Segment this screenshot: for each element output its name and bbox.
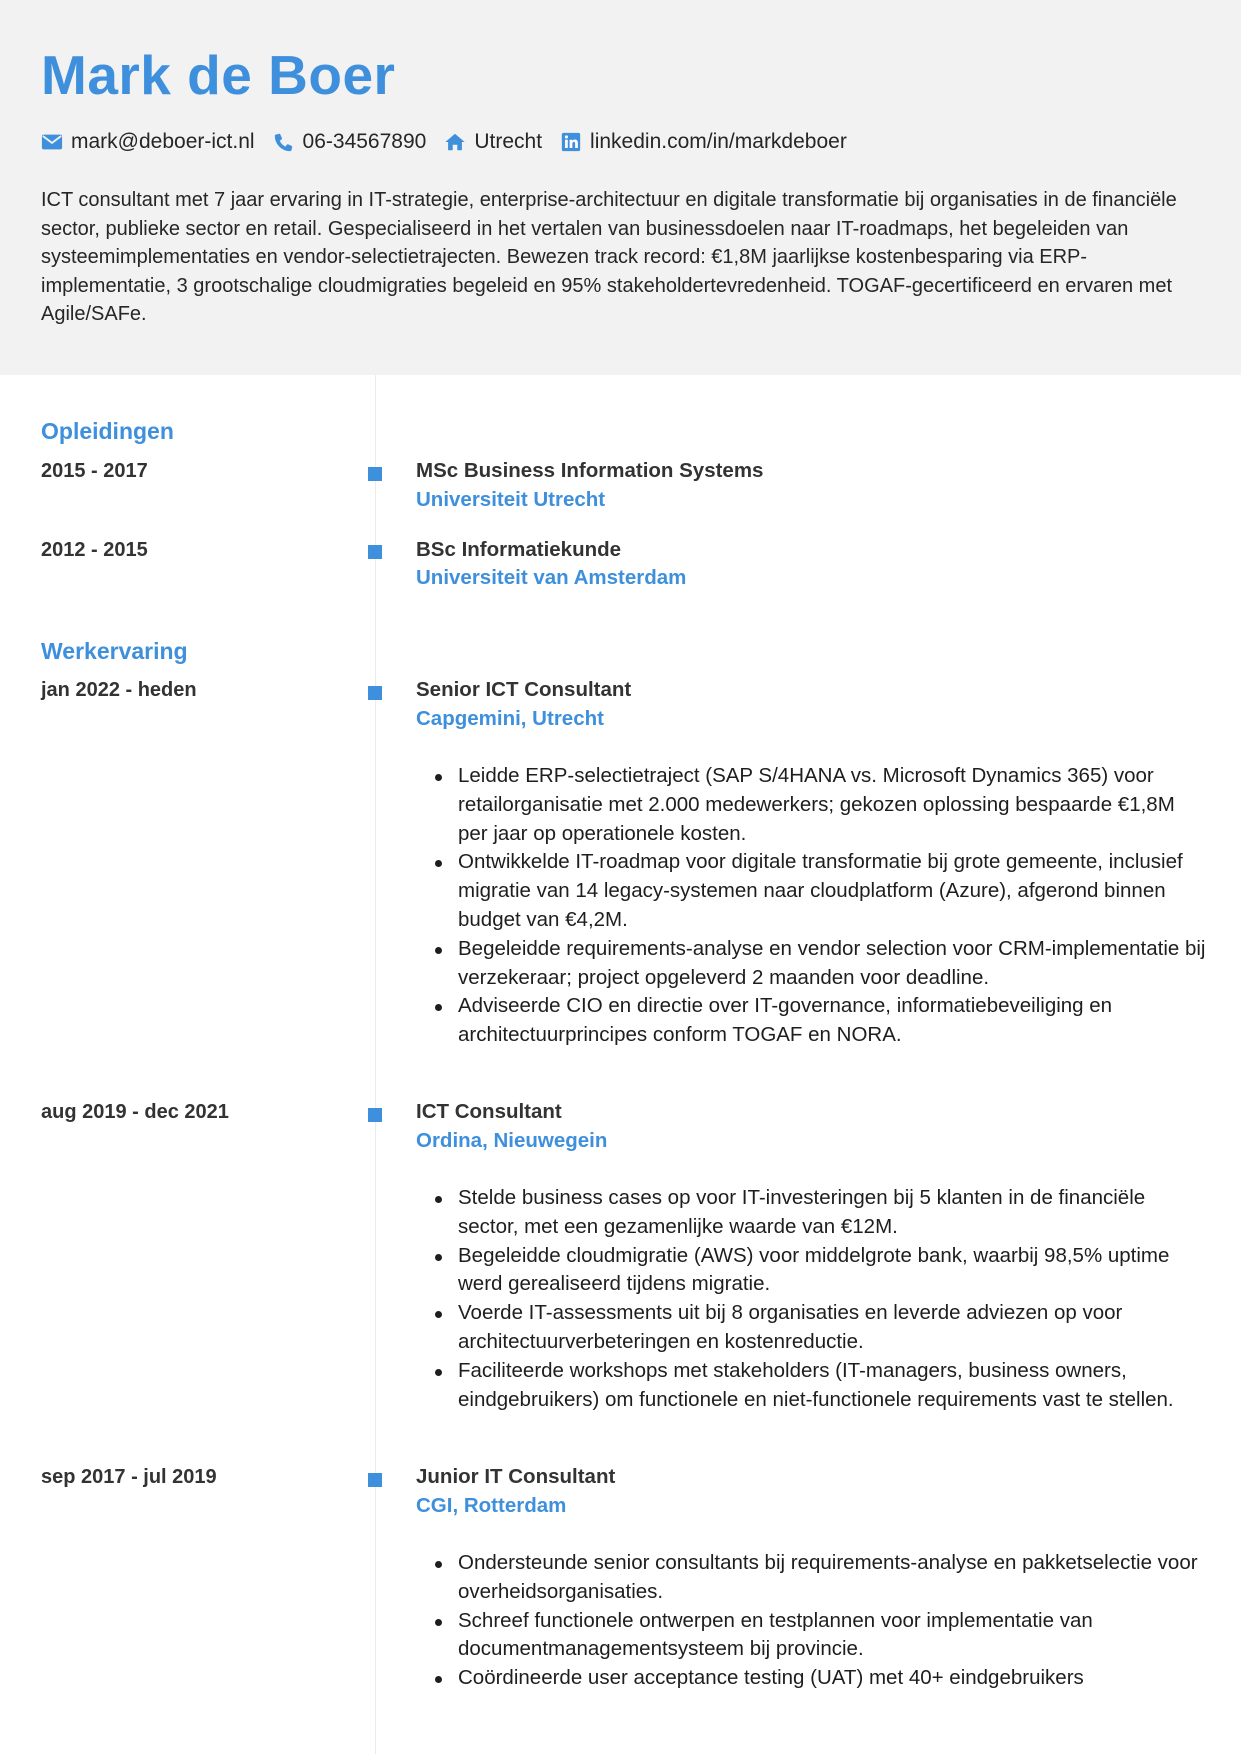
entry-dates: sep 2017 - jul 2019	[41, 1466, 217, 1488]
list-item: Schreef functionele ontwerpen en testplannen voor implementatie van documentmanagementsysteem bij provincie.	[416, 1607, 1206, 1665]
candidate-name: Mark de Boer	[41, 44, 396, 106]
contact-location	[444, 130, 542, 154]
contact-bar	[41, 126, 865, 158]
list-item: Faciliteerde workshops met stakeholders (IT-managers, business owners, eindgebruikers) om functionele en niet-functionele requirements vast te stellen.	[416, 1357, 1206, 1415]
company-name: CGI, Rotterdam	[416, 1494, 567, 1517]
list-item: Begeleidde cloudmigratie (AWS) voor middelgrote bank, waarbij 98,5% uptime werd gerealiseerd tijdens migratie.	[416, 1242, 1206, 1300]
email-text: mark@deboer-ict.nl	[71, 130, 255, 153]
phone-icon	[273, 131, 295, 153]
entry-dates: aug 2019 - dec 2021	[41, 1101, 229, 1123]
timeline-marker	[368, 1108, 382, 1122]
linkedin-text: linkedin.com/in/markdeboer	[590, 130, 847, 153]
timeline-marker	[368, 686, 382, 700]
phone-text: 06-34567890	[302, 130, 427, 153]
timeline-marker	[368, 1473, 382, 1487]
home-icon	[444, 131, 466, 153]
achievement-list	[416, 762, 1206, 1050]
contact-linkedin[interactable]	[560, 130, 847, 154]
section-title-education: Opleidingen	[41, 418, 174, 444]
list-item: Adviseerde CIO en directie over IT-governance, informatiebeveiliging en architectuurprincipes conform TOGAF en NORA.	[416, 992, 1206, 1050]
list-item: Ontwikkelde IT-roadmap voor digitale transformatie bij grote gemeente, inclusief migratie van 14 legacy-systemen naar cloudplatform (Azure), afgerond binnen budget van €4,2M.	[416, 848, 1206, 934]
company-name: Capgemini, Utrecht	[416, 707, 604, 730]
entry-dates: 2012 - 2015	[41, 539, 148, 561]
job-title: Senior ICT Consultant	[416, 678, 632, 701]
list-item: Ondersteunde senior consultants bij requirements-analyse en pakketselectie voor overheidsorganisaties.	[416, 1549, 1206, 1607]
header-panel	[0, 0, 1241, 375]
timeline-divider	[375, 375, 376, 1754]
location-text: Utrecht	[474, 130, 543, 153]
linkedin-icon	[560, 131, 582, 153]
school-name: Universiteit Utrecht	[416, 488, 606, 511]
job-title: Junior IT Consultant	[416, 1465, 616, 1488]
achievement-list	[416, 1184, 1206, 1414]
company-name: Ordina, Nieuwegein	[416, 1129, 608, 1152]
degree-title: BSc Informatiekunde	[416, 538, 622, 561]
envelope-icon	[41, 131, 63, 153]
profile-summary: ICT consultant met 7 jaar ervaring in IT-strategie, enterprise-architectuur en digitale transformatie bij organisaties in de financiële sector, publieke sector en retail. Gespecialiseerd in het vertalen van businessdoelen naar IT-roadmaps, het begeleiden van systeemimplementaties en vendor-selectietrajecten. Bewezen track record: €1,8M jaarlijkse kostenbesparing via ERP-implementatie, 3 grootschalige cloudmigraties begeleid en 95% stakeholdertevredenheid. TOGAF-gecertificeerd en ervaren met Agile/SAFe.	[41, 189, 1177, 325]
list-item: Coördineerde user acceptance testing (UAT) met 40+ eindgebruikers	[416, 1664, 1206, 1693]
list-item: Leidde ERP-selectietraject (SAP S/4HANA vs. Microsoft Dynamics 365) voor retailorganisatie met 2.000 medewerkers; gekozen oplossing bespaarde €1,8M per jaar op operationele kosten.	[416, 762, 1206, 848]
list-item: Stelde business cases op voor IT-investeringen bij 5 klanten in de financiële sector, met een gezamenlijke waarde van €12M.	[416, 1184, 1206, 1242]
section-title-experience: Werkervaring	[41, 638, 188, 664]
timeline-marker	[368, 467, 382, 481]
achievement-list	[416, 1549, 1206, 1693]
entry-dates: jan 2022 - heden	[41, 679, 197, 701]
job-title: ICT Consultant	[416, 1100, 562, 1123]
contact-phone[interactable]	[273, 130, 427, 154]
school-name: Universiteit van Amsterdam	[416, 566, 687, 589]
degree-title: MSc Business Information Systems	[416, 459, 764, 482]
contact-email[interactable]	[41, 130, 255, 154]
timeline-marker	[368, 545, 382, 559]
list-item: Begeleidde requirements-analyse en vendor selection voor CRM-implementatie bij verzekeraar; project opgeleverd 2 maanden voor deadline.	[416, 935, 1206, 993]
list-item: Voerde IT-assessments uit bij 8 organisaties en leverde adviezen op voor architectuurverbeteringen en kostenreductie.	[416, 1299, 1206, 1357]
entry-dates: 2015 - 2017	[41, 460, 148, 482]
